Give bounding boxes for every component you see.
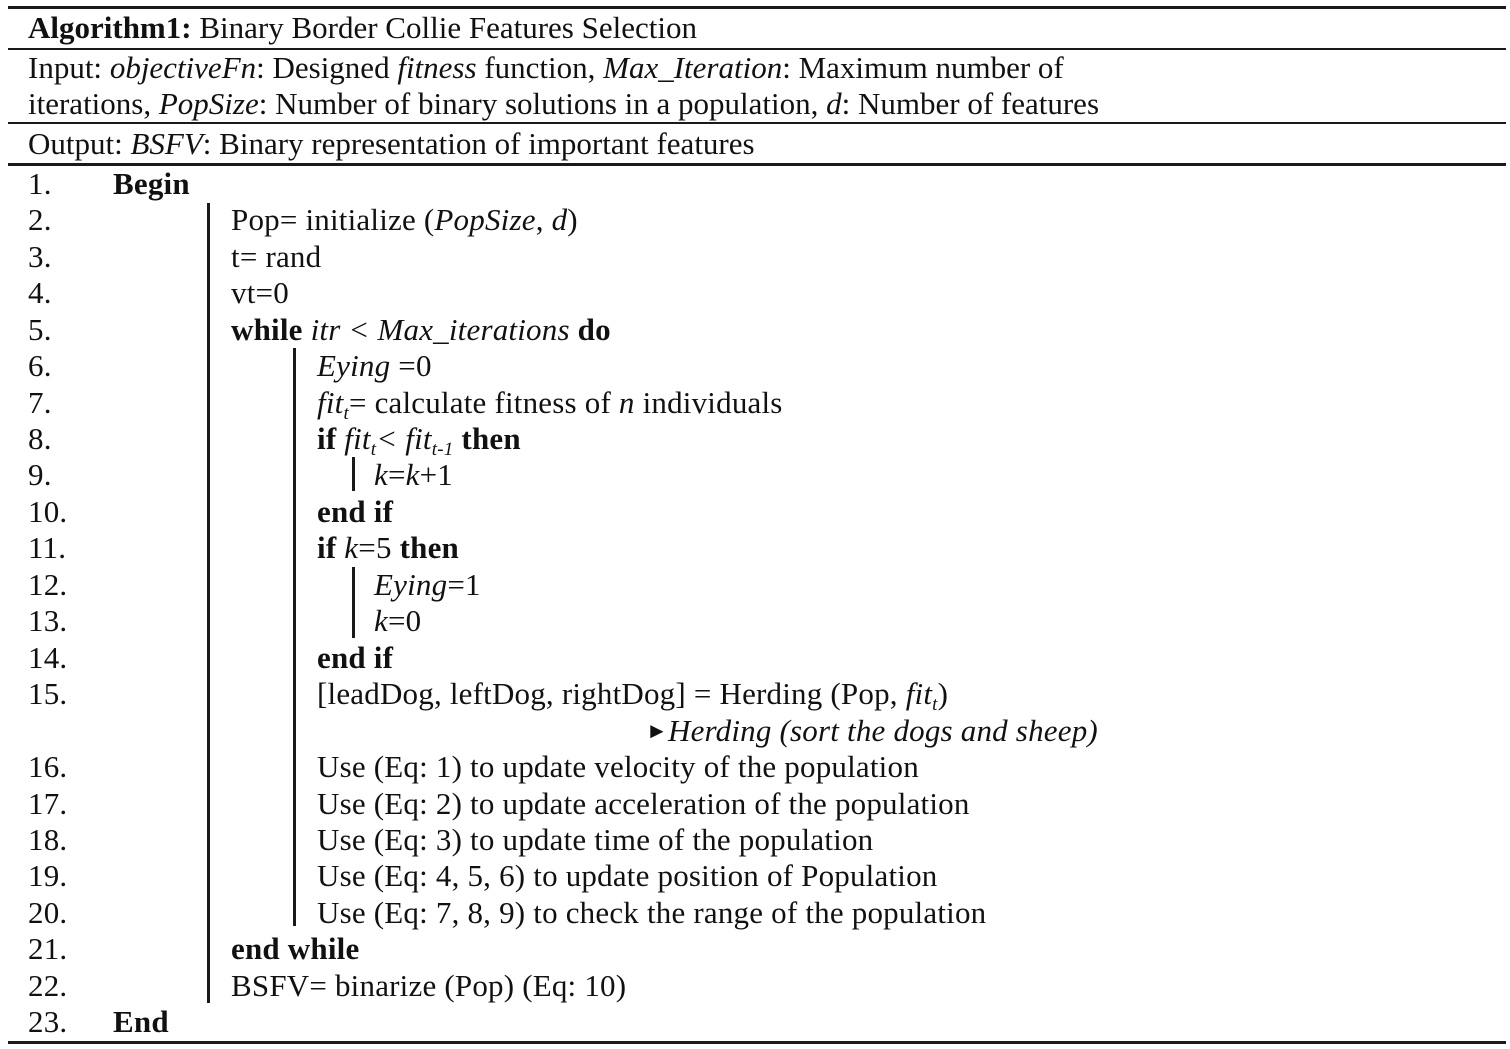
line-number: 9.	[28, 457, 52, 492]
block-bar-main	[207, 203, 210, 1003]
line-text: Eying=1	[374, 567, 481, 602]
line-number: 18.	[28, 822, 68, 857]
output-line	[28, 126, 755, 162]
input-param-objectivefn: objectiveFn	[109, 50, 257, 85]
algorithm-label: Algorithm1:	[28, 10, 192, 45]
line-text: while itr < Max_iterations do	[231, 312, 611, 347]
triangle-right-icon: ►	[646, 718, 668, 743]
line-number: 6.	[28, 348, 52, 383]
input-param-popsize: PopSize	[158, 86, 259, 121]
output-param-bsfv-desc: : Binary representation of important features	[202, 126, 755, 161]
line-number: 3.	[28, 239, 52, 274]
line-text: Eying =0	[317, 348, 432, 383]
line-number: 1.	[28, 166, 52, 201]
input-param-objectivefn-desc: : Designed	[256, 50, 390, 85]
rule-top	[8, 6, 1506, 9]
line-text: k=0	[374, 603, 422, 638]
line-number: 20.	[28, 895, 68, 930]
block-bar-while	[293, 348, 296, 926]
line-text: Use (Eq: 4, 5, 6) to update position of Population	[317, 858, 938, 893]
line-number: 8.	[28, 421, 52, 456]
line-number: 13.	[28, 603, 68, 638]
line-number: 19.	[28, 858, 68, 893]
input-param-max-iteration-desc: : Maximum number of	[782, 50, 1064, 85]
line-number: 12.	[28, 567, 68, 602]
line-text: t= rand	[231, 239, 322, 274]
line-number: 4.	[28, 275, 52, 310]
keyword-end: End	[113, 1004, 169, 1039]
line-number: 7.	[28, 385, 52, 420]
line-number: 10.	[28, 494, 68, 529]
rule-after-input	[8, 122, 1506, 124]
input-param-d: d	[826, 86, 842, 121]
algorithm-name: Binary Border Collie Features Selection	[199, 10, 697, 45]
algorithm-title	[28, 10, 697, 46]
line-text: fit$_t$= calculate fitness of n individuals	[317, 385, 783, 424]
line-number: 15.	[28, 676, 68, 711]
rule-bottom	[8, 1041, 1506, 1044]
line-number: 21.	[28, 931, 68, 966]
line-text: BSFV= binarize (Pop) (Eq: 10)	[231, 968, 627, 1003]
line-number: 22.	[28, 968, 68, 1003]
input-param-popsize-desc: : Number of binary solutions in a population,	[258, 86, 819, 121]
line-text: [leadDog, leftDog, rightDog] = Herding (Pop, fit$_t$)	[317, 676, 949, 715]
line-text: end while	[231, 931, 360, 966]
input-line-2	[28, 86, 1099, 122]
line-number: 17.	[28, 786, 68, 821]
comment: ►Herding (sort the dogs and sheep)	[646, 713, 1098, 748]
output-param-bsfv: BSFV	[130, 126, 203, 161]
input-param-d-desc: : Number of features	[841, 86, 1100, 121]
line-number: 23.	[28, 1004, 68, 1039]
line-text: vt=0	[231, 275, 289, 310]
input-line-1	[28, 50, 1064, 86]
line-text: Use (Eq: 3) to update time of the population	[317, 822, 874, 857]
rule-after-output	[8, 163, 1506, 166]
line-text: Use (Eq: 2) to update acceleration of the population	[317, 786, 970, 821]
line-text: Pop= initialize (PopSize, d)	[231, 202, 578, 237]
line-text: end if	[317, 640, 394, 675]
line-number: 16.	[28, 749, 68, 784]
input-fitness-word: fitness	[397, 50, 477, 85]
line-text: if fit$_t$< fit$_{t-1}$ then	[317, 421, 521, 460]
line-text: if k=5 then	[317, 530, 459, 565]
line-number: 14.	[28, 640, 68, 675]
line-number: 2.	[28, 202, 52, 237]
line-text: Use (Eq: 7, 8, 9) to check the range of the population	[317, 895, 987, 930]
line-number: 11.	[28, 530, 67, 565]
line-text: end if	[317, 494, 394, 529]
input-param-max-iteration: Max_Iteration	[603, 50, 783, 85]
block-bar-if-2	[352, 567, 355, 638]
keyword-begin: Begin	[113, 166, 190, 201]
line-number: 5.	[28, 312, 52, 347]
input-iterations-word: iterations,	[28, 86, 152, 121]
line-text: Use (Eq: 1) to update velocity of the population	[317, 749, 919, 784]
input-function-word: function,	[484, 50, 596, 85]
input-prefix: Input:	[28, 50, 103, 85]
line-text: k=k+1	[374, 457, 454, 492]
output-prefix: Output:	[28, 126, 123, 161]
